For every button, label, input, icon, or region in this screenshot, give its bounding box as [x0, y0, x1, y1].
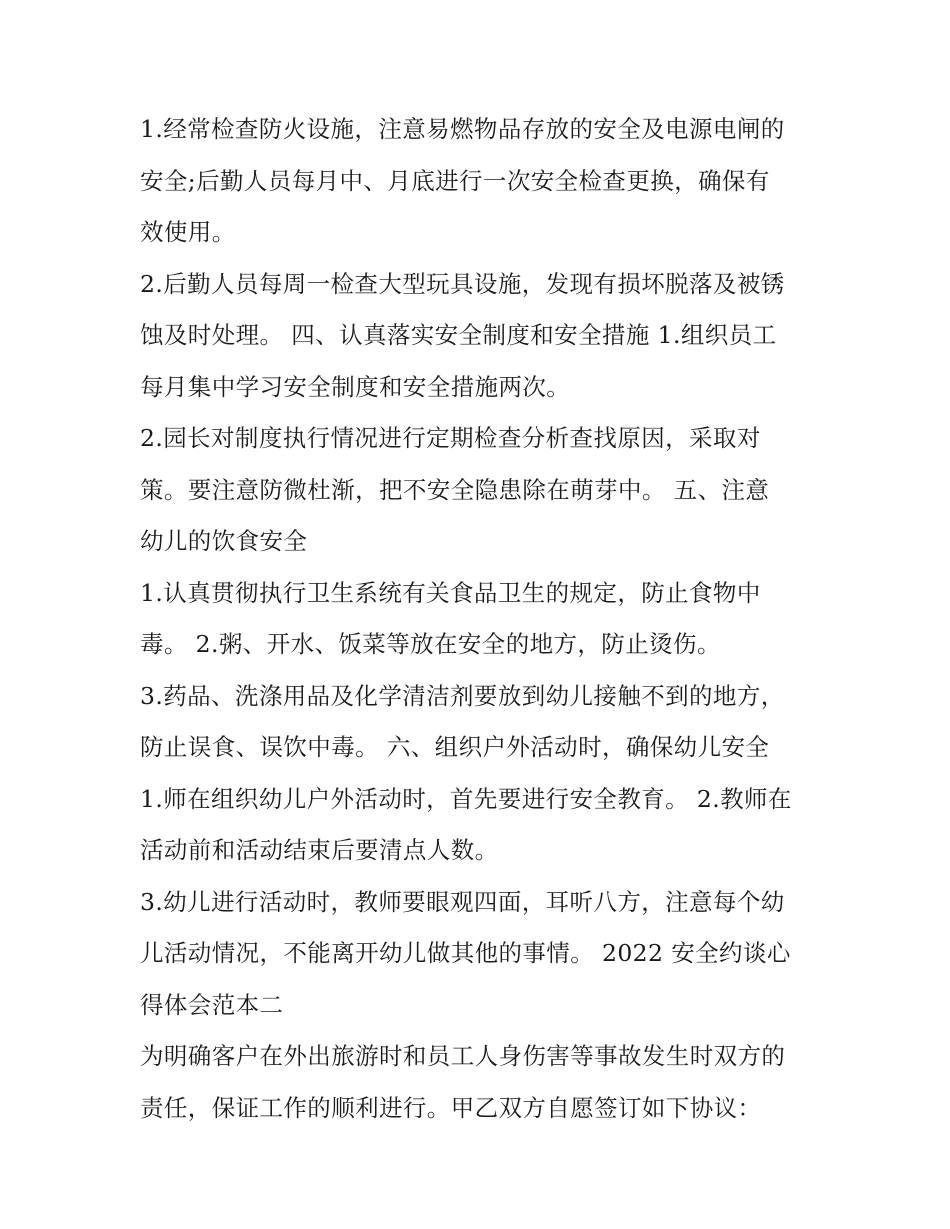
text-line: 防止误食、误饮中毒。 六、组织户外活动时，确保幼儿安全 — [140, 733, 770, 761]
text-line: 得体会范本二 — [140, 990, 284, 1019]
text-line: 2.园长对制度执行情况进行定期检查分析查找原因，采取对 — [140, 424, 761, 452]
text-line: 效使用。 — [140, 218, 236, 246]
text-line: 2.后勤人员每周一检查大型玩具设施，发现有损坏脱落及被锈 — [140, 269, 785, 298]
text-line: 儿活动情况，不能离开幼儿做其他的事情。 2022 安全约谈心 — [140, 939, 791, 967]
text-line: 责任，保证工作的顺利进行。甲乙双方自愿签订如下协议： — [140, 1093, 762, 1122]
text-line: 为明确客户在外出旅游时和员工人身伤害等事故发生时双方的 — [140, 1042, 786, 1070]
text-line: 1.师在组织幼儿户外活动时，首先要进行安全教育。 2.教师在 — [140, 784, 792, 813]
text-line: 蚀及时处理。 四、认真落实安全制度和安全措施 1.组织员工 — [140, 321, 777, 349]
text-line: 每月集中学习安全制度和安全措施两次。 — [140, 372, 571, 401]
text-line: 策。要注意防微杜渐，把不安全隐患除在萌芽中。 五、注意 — [140, 475, 770, 504]
document-body — [140, 104, 820, 1134]
text-line: 安全;后勤人员每月中、月底进行一次安全检查更换，确保有 — [140, 166, 770, 195]
text-line: 毒。 2.粥、开水、饭菜等放在安全的地方，防止烫伤。 — [140, 630, 721, 658]
text-line: 1.经常检查防火设施，注意易燃物品存放的安全及电源电闸的 — [140, 115, 785, 143]
text-line: 3.药品、洗涤用品及化学清洁剂要放到幼儿接触不到的地方， — [140, 681, 785, 710]
text-line: 活动前和活动结束后要清点人数。 — [140, 836, 499, 864]
text-line: 1.认真贯彻执行卫生系统有关食品卫生的规定，防止食物中 — [140, 578, 761, 607]
text-line: 3.幼儿进行活动时，教师要眼观四面，耳听八方，注意每个幼 — [140, 887, 785, 916]
text-line: 幼儿的饮食安全 — [140, 527, 308, 555]
